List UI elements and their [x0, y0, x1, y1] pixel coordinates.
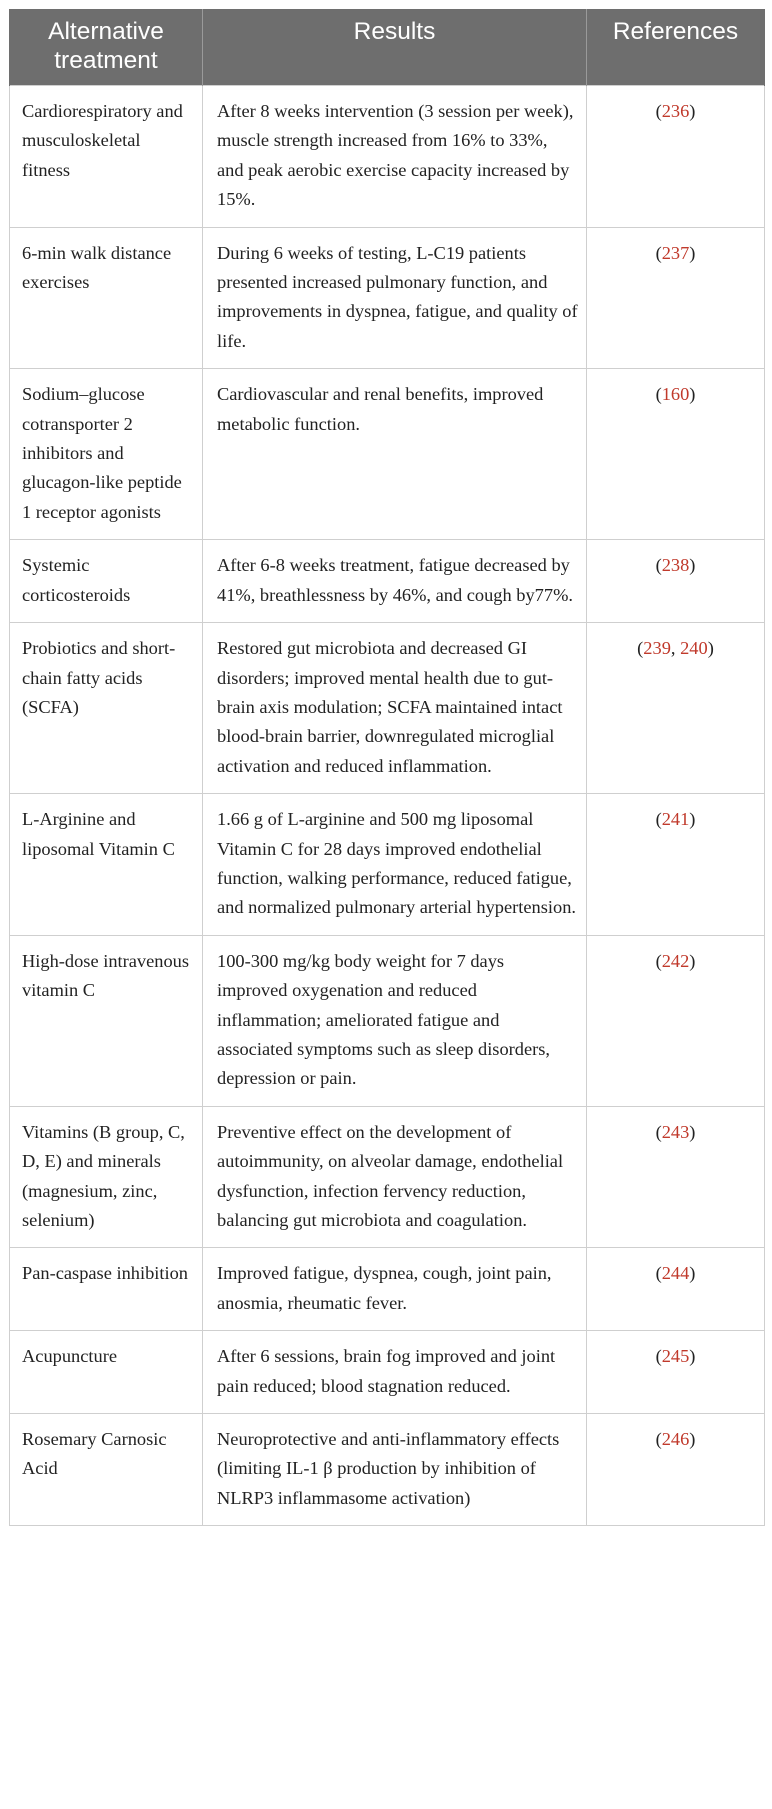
treatment-cell: 6-min walk distance exercises — [10, 227, 203, 369]
reference-link[interactable]: 239 — [643, 638, 671, 659]
references-cell: (237) — [587, 227, 765, 369]
treatment-cell: Sodium–glucose cotransporter 2 inhibitors and glucagon-like peptide 1 receptor agonists — [10, 369, 203, 540]
references-cell: (239, 240) — [587, 623, 765, 794]
table-header — [10, 9, 765, 86]
results-cell: After 6 sessions, brain fog improved and joint pain reduced; blood stagnation reduced. — [203, 1331, 587, 1414]
table-row — [10, 1414, 765, 1526]
treatment-cell: Probiotics and short-chain fatty acids (SCFA) — [10, 623, 203, 794]
treatment-cell: Vitamins (B group, C, D, E) and minerals (magnesium, zinc, selenium) — [10, 1106, 203, 1248]
table-body — [10, 86, 765, 1526]
results-cell: During 6 weeks of testing, L-C19 patients presented increased pulmonary function, and improvements in dyspnea, fatigue, and quality of life. — [203, 227, 587, 369]
results-cell: Preventive effect on the development of autoimmunity, on alveolar damage, endothelial dysfunction, infection fervency reduction, balancing gut microbiota and coagulation. — [203, 1106, 587, 1248]
header-results: Results — [203, 9, 587, 86]
results-cell: After 6-8 weeks treatment, fatigue decreased by 41%, breathlessness by 46%, and cough by77%. — [203, 540, 587, 623]
references-cell: (160) — [587, 369, 765, 540]
treatment-cell: L-Arginine and liposomal Vitamin C — [10, 794, 203, 936]
header-alternative-treatment — [10, 9, 203, 86]
references-cell: (243) — [587, 1106, 765, 1248]
reference-link[interactable]: 160 — [661, 384, 690, 405]
references-cell: (245) — [587, 1331, 765, 1414]
table-row — [10, 623, 765, 794]
reference-link[interactable]: 245 — [661, 1346, 690, 1367]
table-row — [10, 369, 765, 540]
results-cell: Neuroprotective and anti-inflammatory effects (limiting IL-1 β production by inhibition of NLRP3 inflammasome activation) — [203, 1414, 587, 1526]
reference-link[interactable]: 243 — [661, 1121, 690, 1142]
references-cell: (236) — [587, 86, 765, 228]
reference-link[interactable]: 246 — [661, 1429, 690, 1450]
references-cell: (241) — [587, 794, 765, 936]
reference-link[interactable]: 244 — [661, 1263, 690, 1284]
treatment-cell: Acupuncture — [10, 1331, 203, 1414]
header-references: References — [587, 9, 765, 86]
treatment-cell: Rosemary Carnosic Acid — [10, 1414, 203, 1526]
table-row — [10, 794, 765, 936]
reference-link[interactable]: 241 — [661, 809, 690, 830]
header-alternative-treatment-line2: treatment — [54, 47, 158, 74]
references-cell: (246) — [587, 1414, 765, 1526]
treatment-cell: Cardiorespiratory and musculoskeletal fitness — [10, 86, 203, 228]
reference-link[interactable]: 242 — [661, 950, 690, 971]
reference-link[interactable]: 236 — [661, 101, 690, 121]
table-row — [10, 227, 765, 369]
results-cell: 100-300 mg/kg body weight for 7 days improved oxygenation and reduced inflammation; ameliorated fatigue and associated symptoms such as sleep disorders, depression or pain. — [203, 935, 587, 1106]
treatment-cell: Pan-caspase inhibition — [10, 1248, 203, 1331]
treatments-table — [9, 9, 765, 1526]
references-cell: (238) — [587, 540, 765, 623]
treatment-cell: Systemic corticosteroids — [10, 540, 203, 623]
results-cell: Restored gut microbiota and decreased GI disorders; improved mental health due to gut- brain axis modulation; SCFA maintained intact blood-brain barrier, downregulated microglial activation and reduced inflammation. — [203, 623, 587, 794]
header-row — [10, 9, 765, 86]
document-page — [9, 9, 764, 1526]
table-row — [10, 86, 765, 228]
references-cell: (244) — [587, 1248, 765, 1331]
treatment-cell: High-dose intravenous vitamin C — [10, 935, 203, 1106]
table-row — [10, 1106, 765, 1248]
header-alternative-treatment-line1: Alternative — [48, 18, 164, 45]
reference-link[interactable]: 240 — [680, 638, 708, 659]
references-cell: (242) — [587, 935, 765, 1106]
results-cell: After 8 weeks intervention (3 session per week), muscle strength increased from 16% to 33%, and peak aerobic exercise capacity increased by 15%. — [203, 86, 587, 228]
results-cell: Cardiovascular and renal benefits, improved metabolic function. — [203, 369, 587, 540]
table-row — [10, 935, 765, 1106]
table-row — [10, 1331, 765, 1414]
results-cell: 1.66 g of L-arginine and 500 mg liposomal Vitamin C for 28 days improved endothelial function, walking performance, reduced fatigue, and normalized pulmonary arterial hypertension. — [203, 794, 587, 936]
table-row — [10, 1248, 765, 1331]
reference-link[interactable]: 238 — [661, 555, 690, 576]
table-row — [10, 540, 765, 623]
reference-link[interactable]: 237 — [661, 242, 690, 263]
results-cell: Improved fatigue, dyspnea, cough, joint pain, anosmia, rheumatic fever. — [203, 1248, 587, 1331]
